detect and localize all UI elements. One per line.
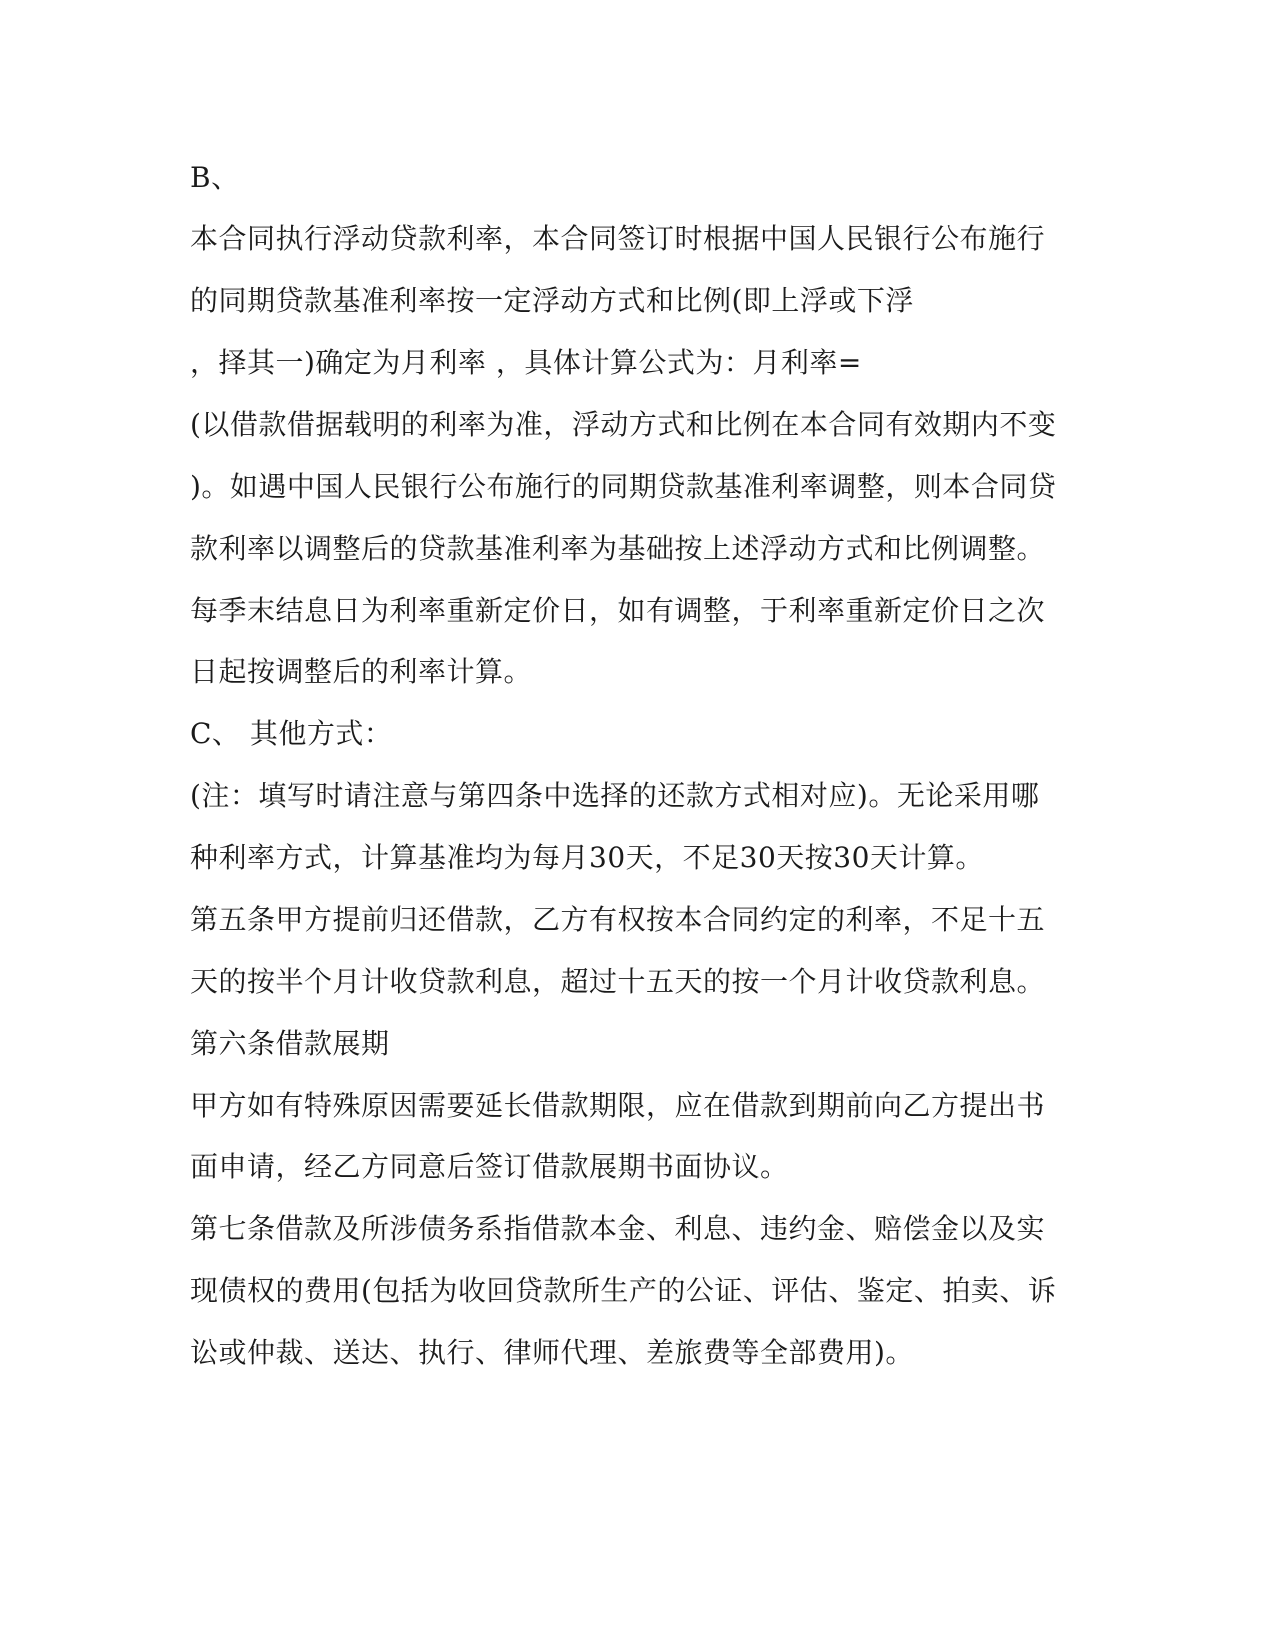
text-line: B、	[190, 161, 240, 194]
text-line: ，择其一)确定为月利率 ，具体计算公式为：月利率=	[190, 346, 862, 379]
text-line: 甲方如有特殊原因需要延长借款期限，应在借款到期前向乙方提出书	[190, 1089, 1046, 1122]
text-line: (注：填写时请注意与第四条中选择的还款方式相对应)。无论采用哪	[190, 779, 1040, 812]
text-line: C、 其他方式：	[190, 717, 393, 750]
text-line: 讼或仲裁、送达、执行、律师代理、差旅费等全部费用)。	[190, 1336, 914, 1369]
text-line: 第六条借款展期	[190, 1027, 390, 1060]
text-line: )。如遇中国人民银行公布施行的同期贷款基准利率调整，则本合同贷	[190, 470, 1057, 503]
text-line: 面申请，经乙方同意后签订借款展期书面协议。	[190, 1150, 789, 1183]
text-line: (以借款借据载明的利率为准，浮动方式和比例在本合同有效期内不变	[190, 408, 1057, 441]
text-line: 种利率方式，计算基准均为每月30天，不足30天按30天计算。	[190, 841, 984, 874]
text-line: 日起按调整后的利率计算。	[190, 655, 533, 688]
text-line: 每季末结息日为利率重新定价日，如有调整，于利率重新定价日之次	[190, 594, 1046, 627]
text-line: 款利率以调整后的贷款基准利率为基础按上述浮动方式和比例调整。	[190, 532, 1046, 565]
text-line: 的同期贷款基准利率按一定浮动方式和比例(即上浮或下浮	[190, 284, 914, 317]
text-line: 第七条借款及所涉债务系指借款本金、利息、违约金、赔偿金以及实	[190, 1212, 1046, 1245]
text-line: 第五条甲方提前归还借款，乙方有权按本合同约定的利率，不足十五	[190, 903, 1046, 936]
text-line: 天的按半个月计收贷款利息，超过十五天的按一个月计收贷款利息。	[190, 965, 1046, 998]
text-line: 现债权的费用(包括为收回贷款所生产的公证、评估、鉴定、拍卖、诉	[190, 1274, 1057, 1307]
text-line: 本合同执行浮动贷款利率，本合同签订时根据中国人民银行公布施行	[190, 222, 1046, 255]
